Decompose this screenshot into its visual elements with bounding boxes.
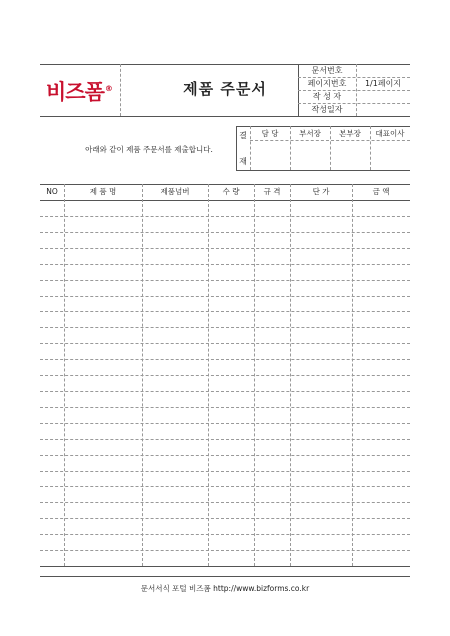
approval-role-staff: 담 당 (261, 129, 279, 138)
column-header-spec: 규 격 (263, 187, 281, 196)
approval-role-ceo: 대표이사 (375, 129, 405, 138)
table-row[interactable] (40, 391, 410, 407)
table-row[interactable] (40, 518, 410, 534)
column-header-amount: 금 액 (372, 187, 390, 196)
table-row[interactable] (40, 455, 410, 471)
approval-sign-staff[interactable] (250, 141, 290, 169)
table-row[interactable] (40, 216, 410, 232)
table-row[interactable] (40, 534, 410, 550)
table-row[interactable] (40, 407, 410, 423)
table-row[interactable] (40, 200, 410, 216)
logo-divider (120, 64, 121, 116)
approval-side-label-top: 결 (239, 131, 247, 140)
meta-label-date: 작성일자 (311, 105, 343, 114)
intro-text: 아래와 같이 제품 주문서를 제출합니다. (85, 145, 213, 154)
meta-label-author: 작 성 자 (312, 92, 342, 101)
footer-text: 문서서식 포털 비즈폼 http://www.bizforms.co.kr (140, 584, 310, 593)
table-row[interactable] (40, 264, 410, 280)
table-row[interactable] (40, 423, 410, 439)
approval-sign-dept-head[interactable] (290, 141, 330, 169)
approval-side-label-bottom: 재 (239, 157, 247, 166)
header-bottom-border (40, 116, 410, 117)
table-top-border (40, 184, 410, 185)
table-row[interactable] (40, 311, 410, 327)
table-row[interactable] (40, 232, 410, 248)
approval-bottom-border (236, 170, 410, 171)
document-title: 제품 주문서 (183, 80, 267, 98)
approval-sign-division-head[interactable] (330, 141, 370, 169)
table-row[interactable] (40, 280, 410, 296)
approval-role-dept-head: 부서장 (299, 129, 321, 138)
table-row[interactable] (40, 550, 410, 566)
column-header-product-name: 제 품 명 (89, 187, 117, 196)
column-header-quantity: 수 량 (222, 187, 240, 196)
column-header-unit-price: 단 가 (312, 187, 330, 196)
table-row[interactable] (40, 502, 410, 518)
table-row[interactable] (40, 439, 410, 455)
column-header-no: NO (46, 187, 58, 196)
logo-text: 비즈폼 (46, 80, 104, 104)
table-row[interactable] (40, 359, 410, 375)
approval-role-division-head: 본부장 (339, 129, 361, 138)
table-row[interactable] (40, 248, 410, 264)
approval-top-border (236, 126, 410, 127)
registered-mark: ® (104, 84, 112, 93)
table-row[interactable] (40, 327, 410, 343)
table-row[interactable] (40, 343, 410, 359)
column-header-product-number: 제품넘버 (160, 187, 190, 196)
table-bottom-border (40, 566, 410, 567)
approval-sign-ceo[interactable] (370, 141, 410, 169)
table-row[interactable] (40, 375, 410, 391)
table-row[interactable] (40, 471, 410, 487)
bizforms-logo (46, 76, 112, 106)
footer-divider (40, 576, 410, 577)
meta-label-page-number: 페이지번호 (307, 79, 347, 88)
table-row[interactable] (40, 296, 410, 312)
meta-label-doc-number: 문서번호 (311, 66, 343, 75)
meta-value-page-number: 1/1페이지 (364, 79, 402, 88)
table-row[interactable] (40, 486, 410, 502)
